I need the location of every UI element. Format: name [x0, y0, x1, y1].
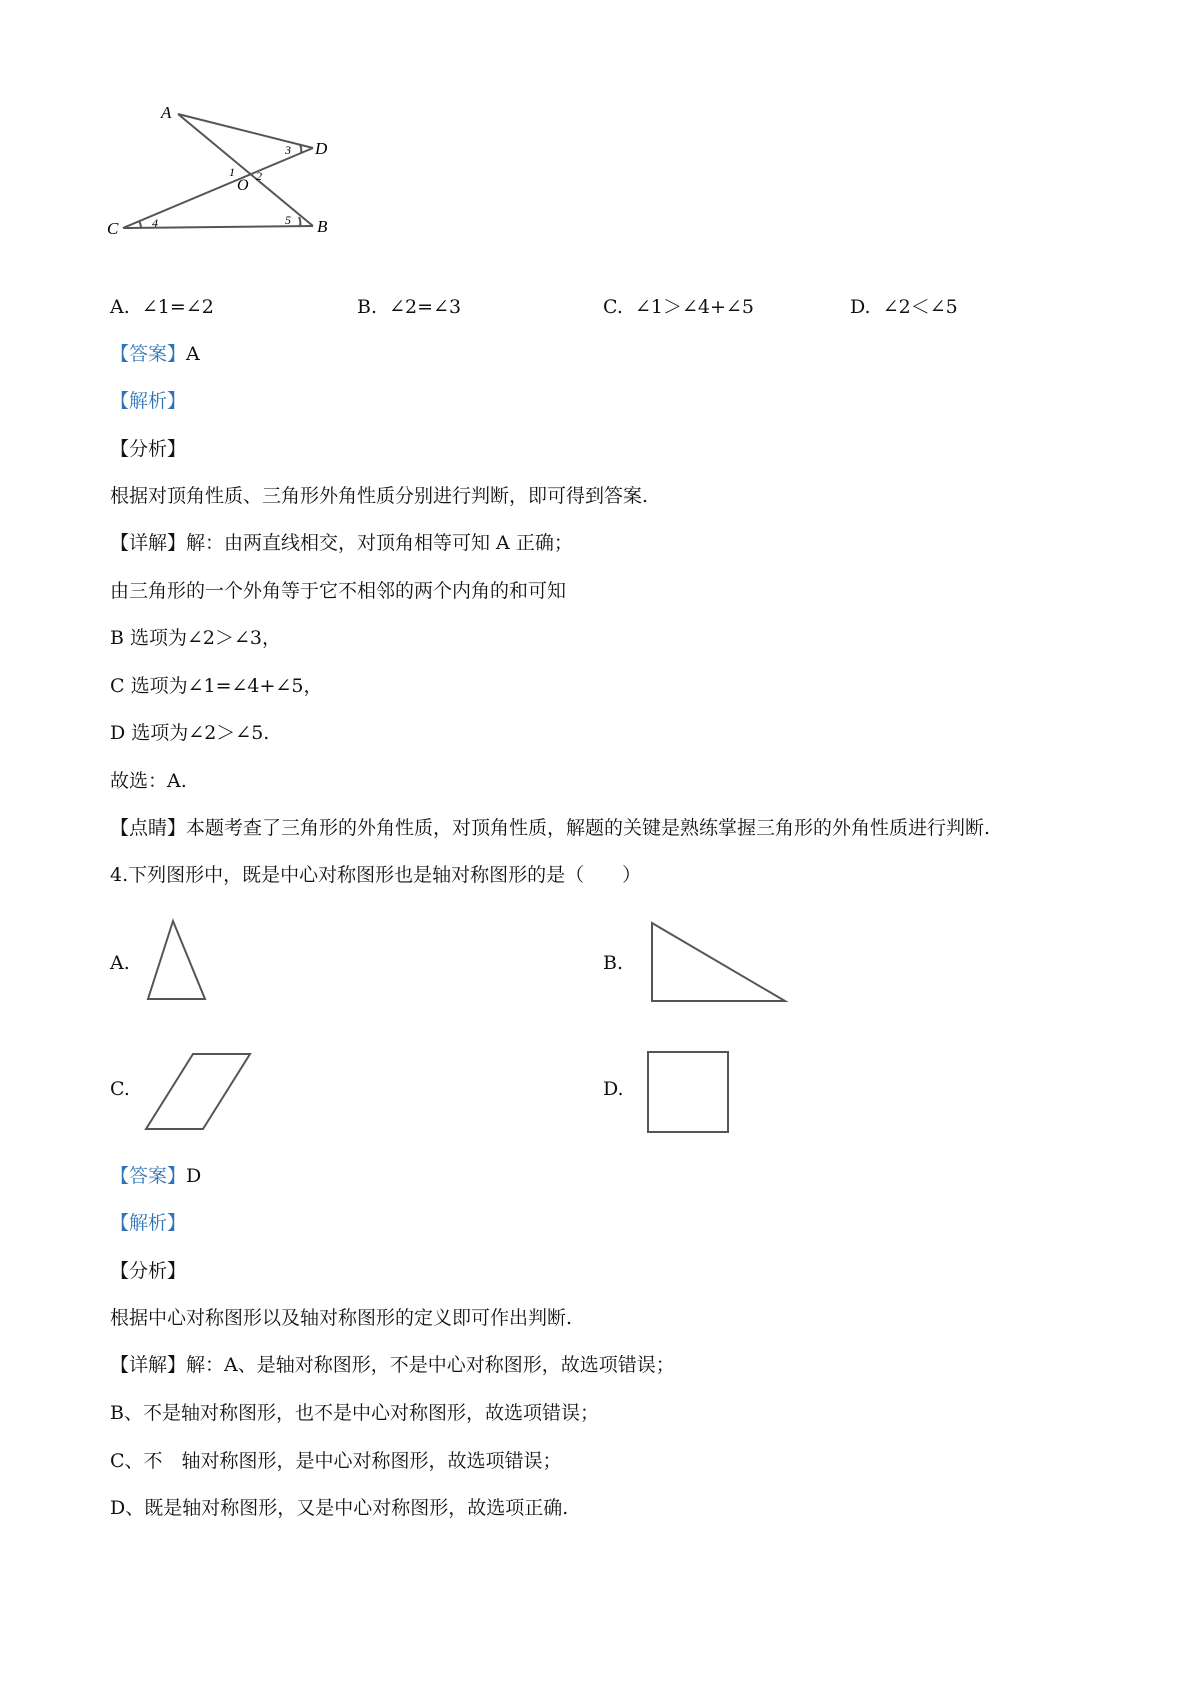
detail-tag: 【详解】: [110, 532, 187, 554]
option-letter: B.: [357, 296, 378, 318]
answer-value: A: [186, 343, 200, 365]
q3-detail-line-2: 由三角形的一个外角等于它不相邻的两个内角的和可知: [110, 580, 567, 602]
q3-option-c: [603, 294, 754, 320]
option-letter: C.: [603, 296, 623, 318]
q4-option-c-letter: C.: [110, 1078, 130, 1100]
q4-fenxi-text: 根据中心对称图形以及轴对称图形的定义即可作出判断.: [110, 1307, 573, 1329]
isosceles-triangle-shape: [140, 915, 210, 1005]
detail-tag: 【详解】: [110, 1354, 187, 1376]
label-angle-2: 2: [256, 169, 262, 183]
right-triangle-shape: [640, 915, 790, 1005]
option-text: ∠2＜∠5: [882, 296, 958, 318]
comment-tag: 【点睛】: [110, 817, 187, 839]
detail-text: 解：由两直线相交，对顶角相等可知 A 正确；: [186, 532, 573, 554]
option-text: ∠2=∠3: [389, 296, 462, 318]
q3-option-b: [357, 294, 461, 320]
square-shape: [640, 1045, 735, 1140]
q4-detail-line-1: [110, 1352, 675, 1378]
q4-option-a-letter: A.: [110, 952, 130, 974]
label-angle-1: 1: [229, 165, 235, 179]
label-O: O: [237, 177, 249, 194]
q4-option-d-letter: D.: [603, 1078, 624, 1100]
label-D: D: [315, 139, 328, 158]
q3-detail-line-5: D 选项为∠2＞∠5.: [110, 722, 270, 744]
answer-tag: 【答案】: [110, 343, 187, 365]
q3-detail-line-6: 故选：A.: [110, 770, 187, 792]
option-letter: D.: [850, 296, 871, 318]
label-angle-4: 4: [152, 216, 158, 230]
q3-fenxi-text: 根据对顶角性质、三角形外角性质分别进行判断，即可得到答案.: [110, 485, 649, 507]
detail-text: 解：A、是轴对称图形，不是中心对称图形，故选项错误；: [186, 1354, 675, 1376]
option-letter: A.: [110, 296, 130, 318]
label-A: A: [161, 103, 172, 122]
q4-detail-line-4: D、既是轴对称图形，又是中心对称图形，故选项正确.: [110, 1497, 569, 1519]
q3-analysis-tag: 【解析】: [110, 390, 187, 412]
q4-answer-line: [110, 1163, 201, 1189]
answer-value: D: [186, 1165, 202, 1187]
label-B: B: [317, 217, 328, 236]
q4-option-b-letter: B.: [603, 952, 624, 974]
option-text: ∠1=∠2: [141, 296, 214, 318]
label-angle-3: 3: [285, 143, 291, 157]
q4-question: 4.下列图形中，既是中心对称图形也是轴对称图形的是（ ）: [110, 864, 642, 886]
q3-answer-line: [110, 341, 200, 367]
q4-analysis-tag: 【解析】: [110, 1212, 187, 1234]
label-C: C: [107, 219, 119, 238]
q3-detail-line-1: [110, 530, 573, 556]
q3-detail-line-4: C 选项为∠1=∠4+∠5，: [110, 675, 323, 697]
q4-detail-line-2: B、不是轴对称图形，也不是中心对称图形，故选项错误；: [110, 1402, 599, 1424]
q3-comment-line: [110, 815, 990, 841]
q3-fenxi-tag: 【分析】: [110, 438, 187, 460]
label-angle-5: 5: [285, 213, 291, 227]
q3-option-a: [110, 294, 214, 320]
arc-angle-5: [299, 217, 300, 226]
parallelogram-shape: [138, 1045, 258, 1135]
angle-figure: [105, 100, 365, 260]
option-text: ∠1＞∠4+∠5: [635, 296, 754, 318]
q3-detail-line-3: B 选项为∠2＞∠3，: [110, 627, 282, 649]
q3-option-d: [850, 294, 958, 320]
q4-fenxi-tag: 【分析】: [110, 1260, 187, 1282]
comment-text: 本题考查了三角形的外角性质，对顶角性质，解题的关键是熟练掌握三角形的外角性质进行判断.: [186, 817, 991, 839]
arc-angle-3: [300, 145, 301, 153]
answer-tag: 【答案】: [110, 1165, 187, 1187]
q4-detail-line-3: C、不 轴对称图形，是中心对称图形，故选项错误；: [110, 1450, 562, 1472]
